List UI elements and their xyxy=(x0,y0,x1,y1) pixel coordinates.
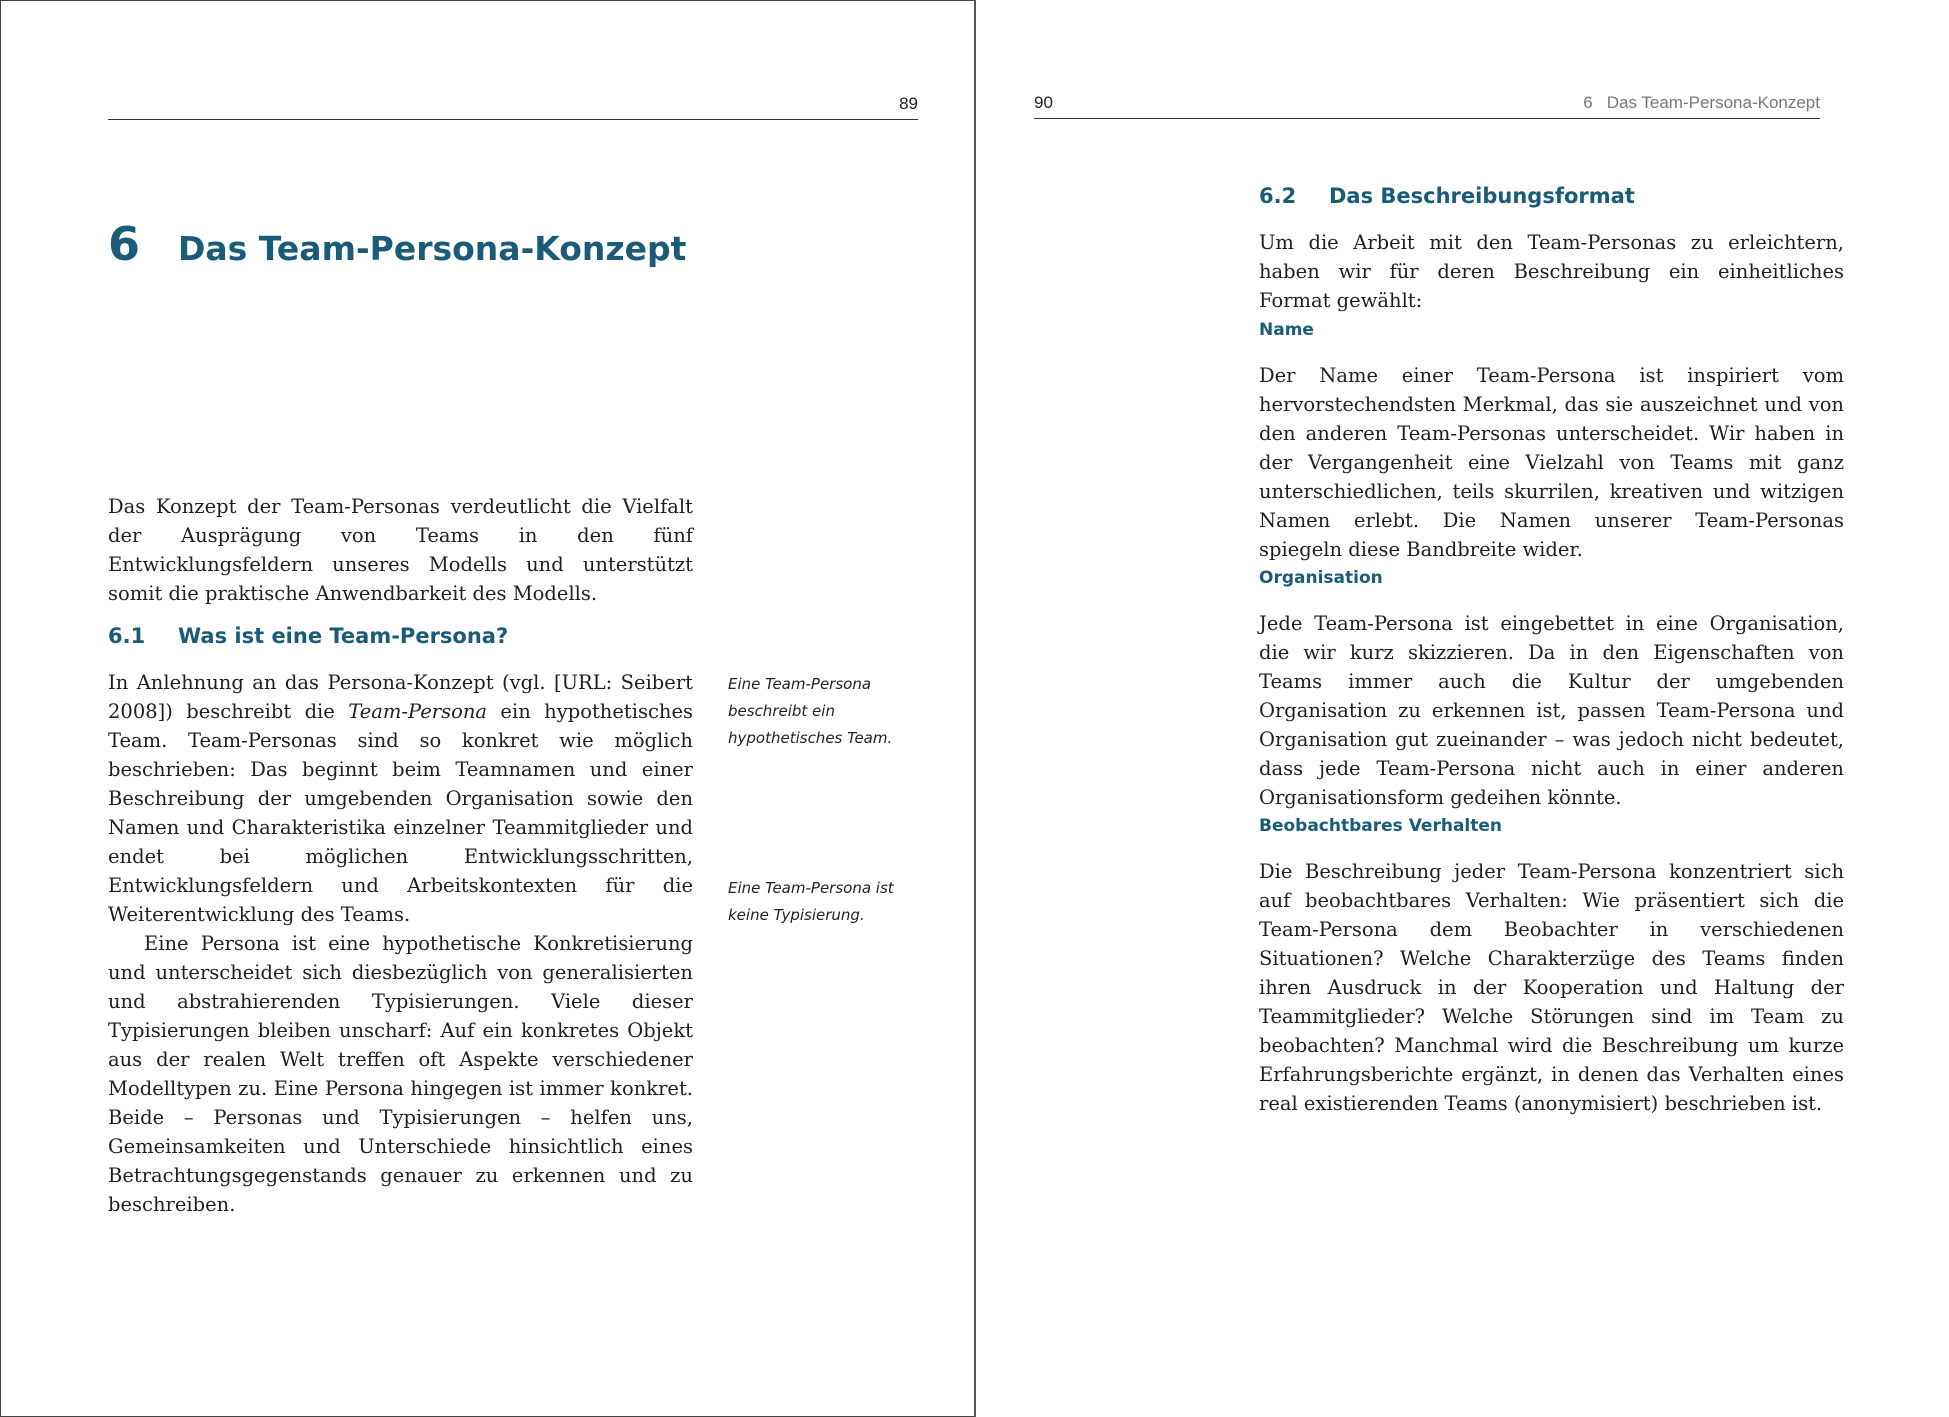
right-page xyxy=(976,0,1949,1417)
paragraph: Jede Team-Persona ist eingebettet in eine Organisation, die wir kurz skizzieren. Da in den Eigenschaften von Teams immer auch die Kultur der umgebenden Organisation zu erkennen ist, passen Team-Persona und Organisation gut zueinander – was jedoch nicht bedeutet, dass jede Team-Persona nicht auch in einer anderen Organisationsform gedeihen könnte. xyxy=(1259,612,1844,809)
running-head-number: 6 xyxy=(1583,93,1593,112)
subsection-body xyxy=(1259,361,1844,564)
margin-note: Eine Team-Persona ist keine Typisierung. xyxy=(728,879,894,924)
paragraph: Der Name einer Team-Persona ist inspiriert vom hervorstechendsten Merkmal, das sie auszeichnet und von den anderen Team-Personas unterscheidet. Wir haben in der Vergangenheit eine Vielzahl von Teams mit ganz unterschiedlichen, teils skurrilen, kreativen und witzigen Namen erlebt. Die Namen unserer Team-Personas spiegeln diese Bandbreite wider. xyxy=(1259,364,1844,561)
chapter-intro-paragraph: Das Konzept der Team-Personas verdeutlicht die Vielfalt der Ausprägung von Teams in den fünf Entwicklungsfeldern unseres Modells und unterstützt somit die praktische Anwendbarkeit des Modells. xyxy=(108,495,693,605)
emphasized-term: Team-Persona xyxy=(348,700,488,723)
page-number: 89 xyxy=(899,94,918,113)
section-heading xyxy=(1259,184,1635,208)
section-heading xyxy=(108,624,508,648)
subsection-heading: Beobachtbares Verhalten xyxy=(1259,816,1503,836)
subsection-heading: Organisation xyxy=(1259,568,1383,588)
subsection-heading: Name xyxy=(1259,320,1314,340)
right-page-header xyxy=(1034,90,1820,119)
running-head xyxy=(1583,93,1820,113)
chapter-heading xyxy=(108,217,686,271)
margin-note: Eine Team-Persona beschreibt ein hypothetisches Team. xyxy=(728,675,893,747)
section-number: 6.1 xyxy=(108,624,146,648)
section-intro xyxy=(1259,228,1844,315)
chapter-number: 6 xyxy=(108,217,141,271)
chapter-title: Das Team-Persona-Konzept xyxy=(178,229,687,268)
section-title: Das Beschreibungsformat xyxy=(1329,184,1635,208)
paragraph: Die Beschreibung jeder Team-Persona konzentriert sich auf beobachtbares Verhalten: Wie präsentiert sich die Team-Persona dem Beobachter in verschiedenen Situationen? Welche Charakterzüge des Teams finden ihren Ausdruck in der Kooperation und Haltung der Teammitglieder? Welche Störungen sind im Team zu beobachten? Manchmal wird die Beschreibung um kurze Erfahrungsberichte ergänzt, in denen das Verhalten eines real existierenden Teams (anonymisiert) beschrieben ist. xyxy=(1259,860,1844,1115)
paragraph xyxy=(108,668,693,929)
subsection-body xyxy=(1259,857,1844,1118)
paragraph: Eine Persona ist eine hypothetische Konkretisierung und unterscheidet sich diesbezüglich von generalisierten und abstrahierenden Typisierungen. Viele dieser Typisierungen bleiben unscharf: Auf ein konkretes Objekt aus der realen Welt treffen oft Aspekte verschiedener Modelltypen zu. Eine Persona hingegen ist immer konkret. Beide – Personas und Typisierungen – helfen uns, Gemeinsamkeiten und Unterschiede hinsichtlich eines Betrachtungsgegenstands genauer zu erkennen und zu beschreiben. xyxy=(108,932,693,1216)
subsection-body xyxy=(1259,609,1844,812)
section-title: Was ist eine Team-Persona? xyxy=(178,624,509,648)
paragraph-text: ein hypothetisches Team. Team-Personas sind so konkret wie möglich beschrieben: Das beginnt beim Teamnamen und einer Beschreibung der umgebenden Organisation sowie den Namen und Charakteristika einzelner Teammitglieder und endet bei möglichen Entwicklungsschritten, Entwicklungsfeldern und Arbeitskontexten für die Weiterentwicklung des Teams. xyxy=(108,700,693,926)
left-page-header xyxy=(108,91,918,120)
section-number: 6.2 xyxy=(1259,184,1297,208)
page-number: 90 xyxy=(1034,93,1053,112)
running-head-title: Das Team-Persona-Konzept xyxy=(1606,93,1820,112)
section-body xyxy=(108,668,693,1219)
chapter-intro xyxy=(108,492,693,608)
paragraph: Um die Arbeit mit den Team-Personas zu erleichtern, haben wir für deren Beschreibung ein einheitliches Format gewählt: xyxy=(1259,231,1844,312)
paragraph-text: In Anlehnung an das Persona-Konzept (vgl. [URL: Seibert 2008]) beschreibt die xyxy=(108,671,693,723)
